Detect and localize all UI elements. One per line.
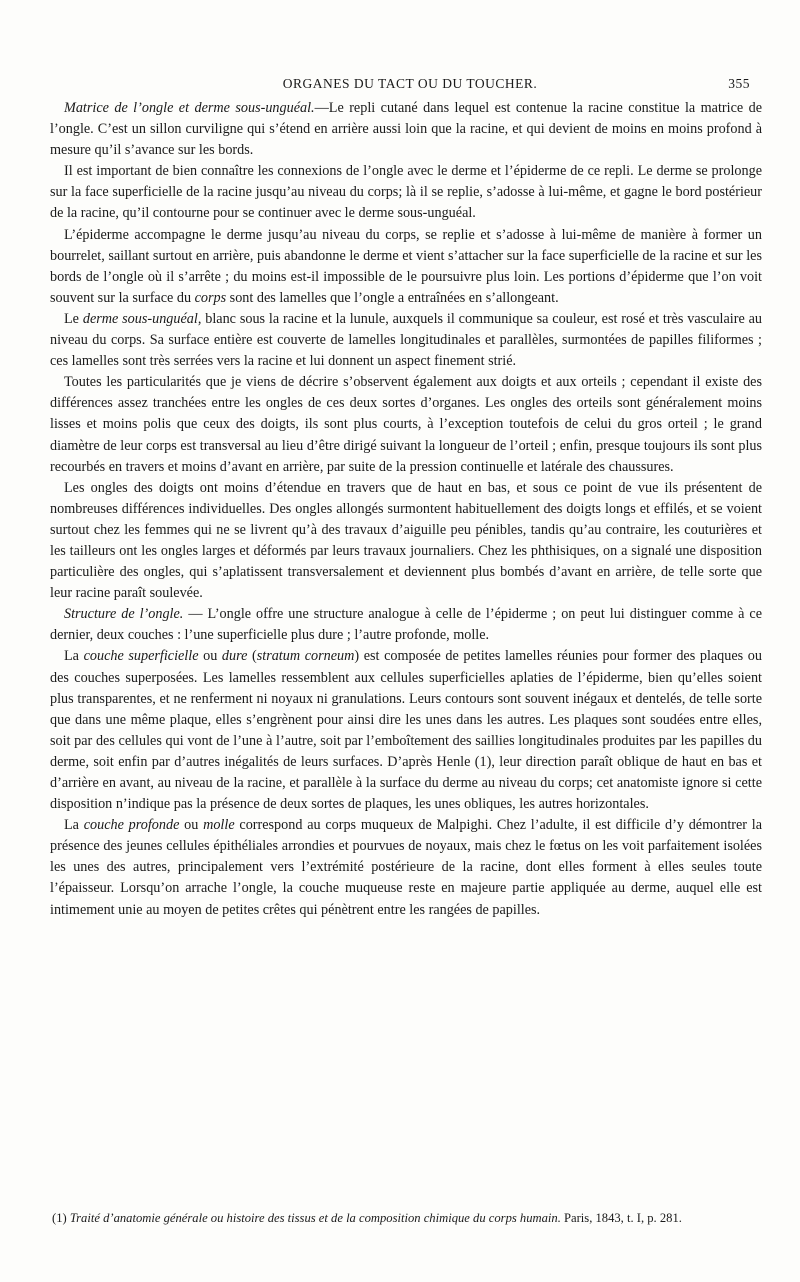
paragraph [50, 98, 762, 161]
paragraph-text: Il est important de bien connaître les connexions de l’ongle avec le derme et l’épiderme de ce repli. Le derme se prolonge sur la face superficielle de la racine jusqu’au niveau du corps; là il se replie, s’adosse à lui-même, et gagne le bord postérieur de la racine, qu’il contourne pour se continuer avec le derme sous-unguéal. [50, 163, 762, 222]
paragraph-text: Les ongles des doigts ont moins d’étendue en travers que de haut en bas, et sous ce point de vue ils présentent de nombreuses différences individuelles. Des ongles allongés surmontent habituellement des doigts longs et effilés, et se voient surtout chez les femmes qui ne se livrent qu’à des travaux d’aiguille peu pénibles, tandis qu’au contraire, les couturières et les tailleurs ont les ongles larges et déformés par leurs travaux journaliers. Chez les phthisiques, on a signalé une disposition particulière des ongles, qui s’aplatissent transversalement et deviennent plus bombés d’avant en arrière, de telle sorte que leur racine paraît soulevée. [50, 479, 762, 602]
paragraph [50, 309, 762, 372]
page-number: 355 [728, 76, 750, 91]
paragraph-text: —Le repli cutané dans lequel est contenue la racine constitue la matrice de l’ongle. C’est un sillon curviligne qui s’étend en arrière aussi loin que la racine, et qui devient de moins en moins profond à mesure qu’il s’avance sur les bords. [50, 100, 762, 159]
paragraph-text: , blanc sous la racine et la lunule, auxquels il communique sa couleur, est rosé et très vasculaire au niveau du corps. Sa surface entière est couverte de lamelles longitudinales et parallèles, surmontées de papilles filiformes ; ces lamelles sont très serrées vers la racine et lui donnent un aspect finement strié. [50, 310, 763, 370]
paragraph-text: L’épiderme accompagne le derme jusqu’au niveau du corps, se replie et s’adosse à lui-même de manière à former un bourrelet, saillant surtout en arrière, puis abandonne le derme et vient s’attacher sur la face superficielle de la racine et sur les bords de l’ongle où il s’arrête ; du moins est-il impossible de le poursuivre plus loin. Les portions d’épiderme que l’on voit souvent sur la surface du [50, 226, 762, 306]
italic-term: molle [203, 817, 235, 834]
footnote-citation: Paris, 1843, t. I, p. 281. [564, 1211, 682, 1225]
paragraph [50, 478, 762, 605]
running-title: ORGANES DU TACT OU DU TOUCHER. [282, 76, 538, 91]
italic-term: derme sous-unguéal [82, 310, 198, 327]
paragraph [50, 815, 762, 920]
paragraph [50, 372, 762, 477]
body-text [50, 98, 762, 921]
paragraph-text: ou [184, 817, 199, 834]
paragraph-text: correspond au corps muqueux de Malpighi. Chez l’adulte, il est difficile d’y démontrer la présence des jeunes cellules épithéliales arrondies et pourvues de noyaux, mais chez le fœtus on les voit parfaitement isolées les unes des autres, principalement vers l’extrémité postérieure de la racine, dont elles forment à elles seules toute l’épaisseur. Lorsqu’on arrache l’ongle, la couche muqueuse reste en majeure partie appliquée au derme, auquel elle est intimement unie au moyen de petites crêtes qui pénètrent entre les rangées de papilles. [50, 817, 763, 918]
section-heading: Matrice de l’ongle et derme sous-unguéal. [64, 100, 315, 116]
footnote-title: Traité d’anatomie générale ou histoire des tissus et de la composition chimique du corps humain. [69, 1211, 561, 1225]
paragraph-text: La [64, 648, 79, 665]
paragraph [50, 225, 762, 309]
paragraph-text: sont des lamelles que l’ongle a entraînées en s’allongeant. [229, 289, 559, 306]
italic-term: stratum corneum [256, 648, 355, 665]
paragraph [50, 161, 762, 224]
footnote-text [50, 1209, 762, 1227]
paragraph-text: ou [203, 648, 218, 665]
paragraph-text: La [64, 817, 79, 834]
italic-term: couche profonde [83, 817, 180, 834]
paragraph-text: Le [64, 310, 79, 327]
paragraph-text: ( [252, 648, 257, 665]
footnote [50, 1209, 762, 1227]
paragraph-text: ) est composée de petites lamelles réunies pour former des plaques ou des couches superposées. Les lamelles ressemblent aux cellules superficielles aplaties de l’épiderme, bien qu’elles soient plus transparentes, et ne renferment ni noyaux ni granulations. Leurs contours sont souvent inégaux et dentelés, de telle sorte que dans une même plaque, elles s’engrènent pour ainsi dire les unes dans les autres. Les plaques sont soudées entre elles, soit par des cellules qui vont de l’une à l’autre, soit par l’emboîtement des saillies longitudinales produites par les papilles du derme, soit enfin par d’autres inégalités de leurs surfaces. D’après Henle (1), leur direction paraît oblique de haut en bas et d’arrière en avant, au niveau de la racine, et parallèle à la surface du derme au niveau du corps; cet anatomiste ignore si cette disposition n’indique pas la présence de deux sortes de plaques, les unes obliques, les autres horizontales. [50, 648, 762, 813]
italic-term: dure [221, 648, 248, 665]
paragraph [50, 646, 762, 815]
paragraph-text: Toutes les particularités que je viens de décrire s’observent également aux doigts et aux orteils ; cependant il existe des différences assez tranchées entre les ongles de ces deux sortes d’organes. Les ongles des orteils sont généralement moins lisses et moins polis que ceux des doigts, ils sont plus courts, à l’exception toutefois de celui du gros orteil ; le grand diamètre de leur corps est transversal au lieu d’être dirigé suivant la longueur de l’orteil ; enfin, presque toujours ils sont plus recourbés en travers et moins d’avant en arrière, par suite de la pression continuelle et latérale des chaussures. [50, 374, 762, 475]
running-head [40, 76, 760, 94]
italic-term: corps [194, 289, 227, 306]
italic-term: couche superficielle [83, 648, 199, 665]
paragraph [50, 604, 762, 646]
footnote-marker: (1) [52, 1211, 67, 1225]
paragraph-text: — L’ongle offre une structure analogue à celle de l’épiderme ; on peut lui distinguer comme à ce dernier, deux couches : l’une superficielle plus dure ; l’autre profonde, molle. [50, 606, 762, 644]
section-heading: Structure de l’ongle. [64, 606, 184, 623]
